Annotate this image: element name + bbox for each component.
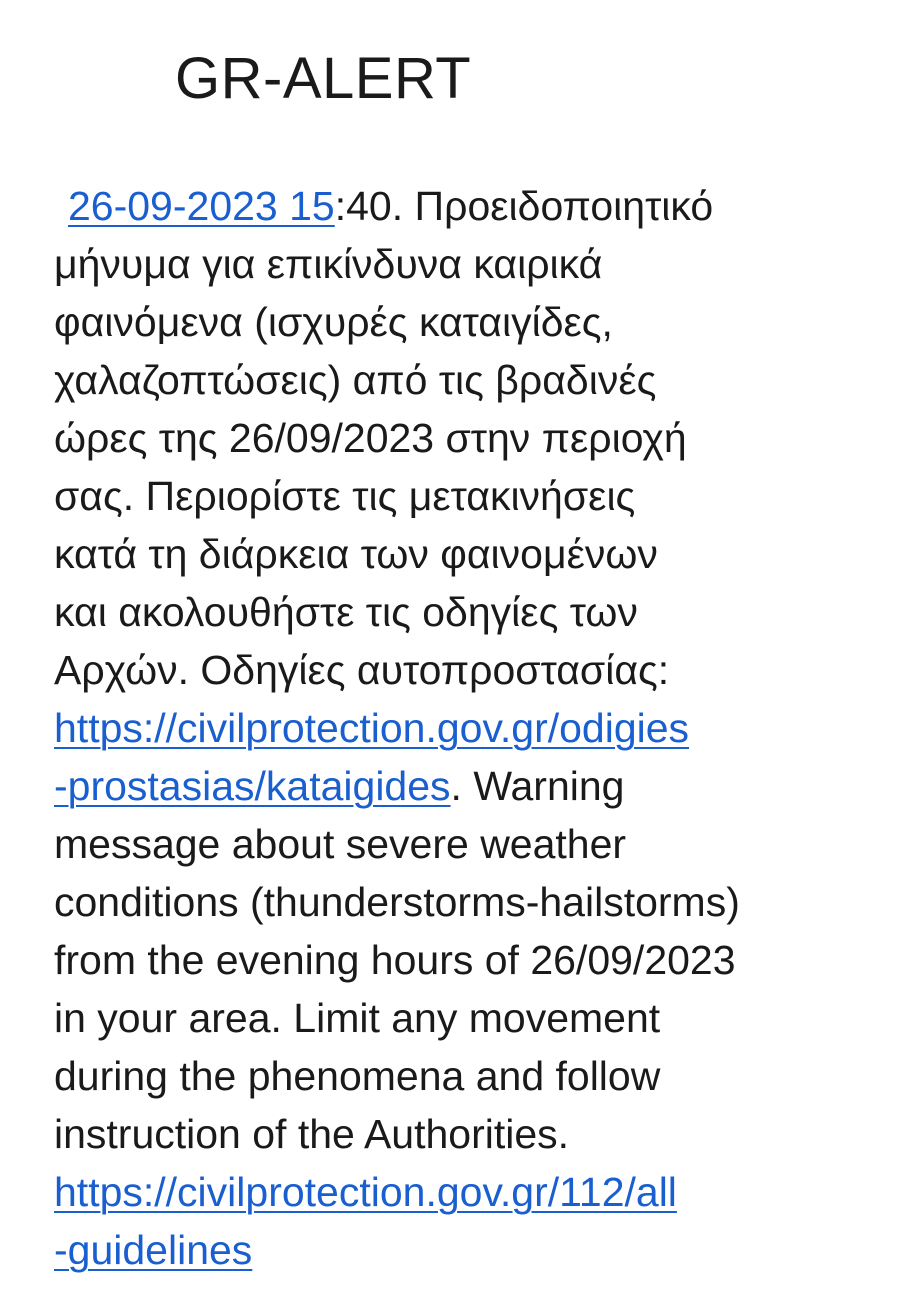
message-line: και ακολουθήστε τις οδηγίες των	[54, 589, 638, 635]
guidelines-link-part2[interactable]: -guidelines	[54, 1227, 253, 1273]
link-line	[54, 1163, 904, 1221]
message-line: χαλαζοπτώσεις) από τις βραδινές	[54, 357, 657, 403]
message-line: from the evening hours of 26/09/2023	[54, 937, 736, 983]
alert-message-body	[54, 177, 904, 1279]
message-line: Αρχών. Οδηγίες αυτοπροστασίας:	[54, 647, 670, 693]
link-line	[54, 1221, 904, 1279]
message-line: σας. Περιορίστε τις μετακινήσεις	[54, 473, 636, 519]
alert-title: GR-ALERT	[175, 46, 472, 111]
date-link[interactable]: 26-09-2023 15	[68, 183, 335, 229]
message-line: φαινόμενα (ισχυρές καταιγίδες,	[54, 299, 613, 345]
message-line: during the phenomena and follow	[54, 1053, 661, 1099]
message-line: message about severe weather	[54, 821, 627, 867]
message-line: ώρες της 26/09/2023 στην περιοχή	[54, 415, 687, 461]
message-line: instruction of the Authorities.	[54, 1111, 570, 1157]
message-line: μήνυμα για επικίνδυνα καιρικά	[54, 241, 603, 287]
message-line: conditions (thunderstorms-hailstorms)	[54, 879, 740, 925]
link-line	[54, 699, 904, 757]
message-line	[54, 177, 904, 235]
guidelines-link-part1[interactable]: https://civilprotection.gov.gr/112/all	[54, 1169, 677, 1215]
message-line: in your area. Limit any movement	[54, 995, 661, 1041]
odigies-link-part1[interactable]: https://civilprotection.gov.gr/odigies	[54, 705, 690, 751]
link-line	[54, 757, 904, 815]
message-line: κατά τη διάρκεια των φαινομένων	[54, 531, 658, 577]
odigies-link-part2[interactable]: -prostasias/kataigides	[54, 763, 451, 809]
message-text: :40. Προειδοποιητικό	[334, 183, 714, 229]
message-text: . Warning	[450, 763, 625, 809]
